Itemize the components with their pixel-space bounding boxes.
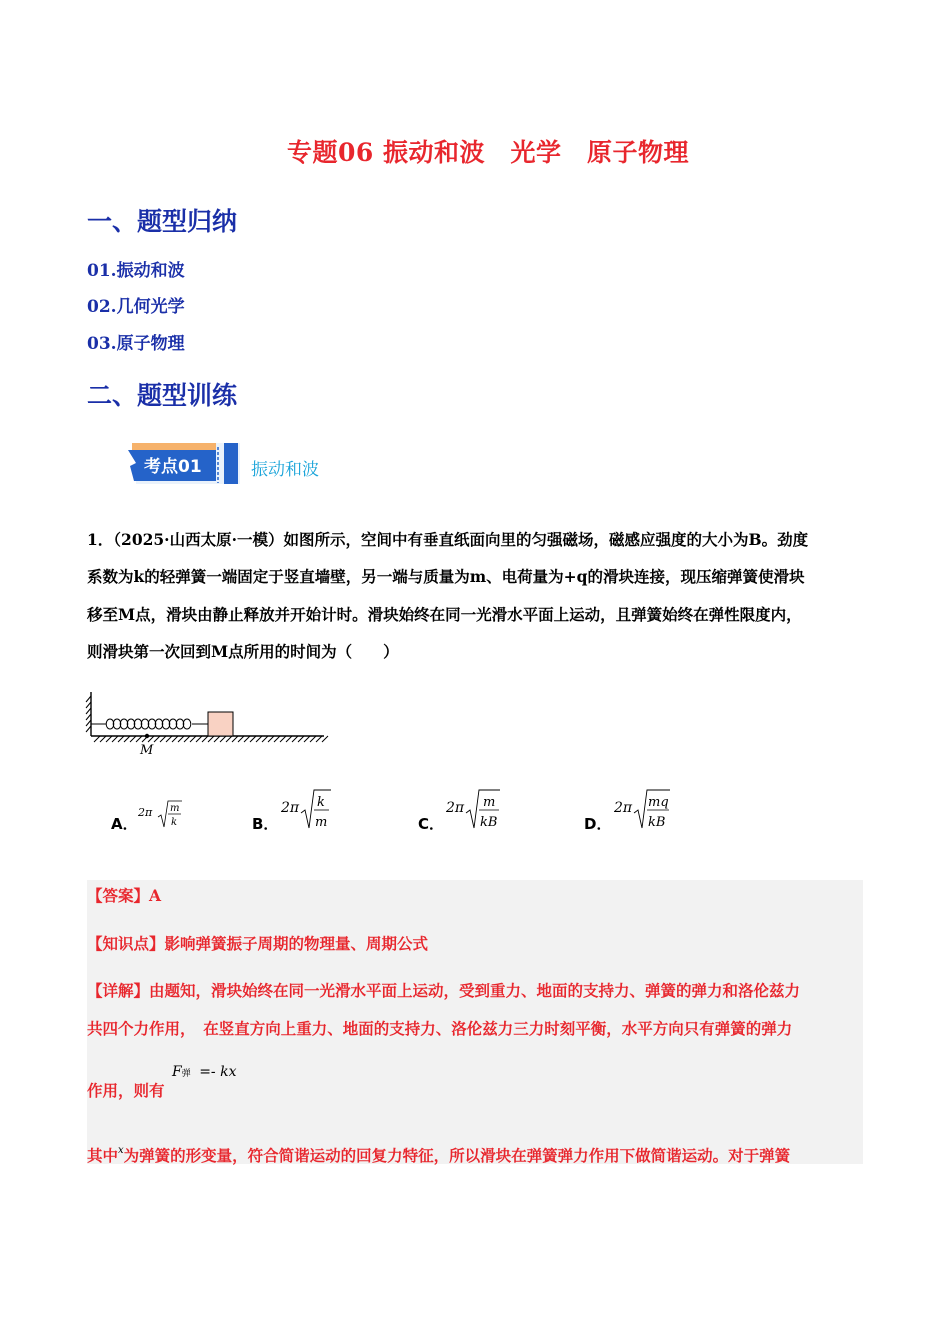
svg-text:m: m — [483, 795, 496, 810]
svg-text:m: m — [170, 803, 180, 814]
question-line-4: 则滑块第一次回到M点所用的时间为（ ） — [87, 642, 399, 661]
svg-text:kB: kB — [480, 815, 498, 830]
option-c-formula[interactable] — [444, 786, 504, 832]
svg-text:2π: 2π — [138, 806, 153, 819]
question-line-2: 系数为k的轻弹簧一端固定于竖直墙壁，另一端与质量为m、电荷量为+q的滑块连接，现压缩弹簧使滑块 — [87, 567, 805, 586]
question-line-3: 移至M点，滑块由静止释放并开始计时。滑块始终在同一光滑水平面上运动，且弹簧始终在弹性限度内， — [87, 605, 802, 624]
answer-line: 【答案】A — [87, 886, 162, 905]
svg-text:k: k — [317, 795, 325, 810]
svg-text:mq: mq — [648, 795, 669, 810]
option-b-formula[interactable] — [279, 786, 335, 832]
svg-text:2π: 2π — [281, 800, 300, 816]
knowledge-line: 【知识点】影响弹簧振子周期的物理量、周期公式 — [87, 934, 429, 953]
option-b-letter[interactable]: B． — [252, 815, 279, 833]
toc-item-1[interactable]: 01.振动和波 — [87, 261, 185, 281]
option-d-letter[interactable]: D． — [584, 815, 612, 833]
option-a-letter[interactable]: A． — [111, 815, 138, 833]
svg-text:kB: kB — [648, 815, 666, 830]
detail-line-2: 共四个力作用， 在竖直方向上重力、地面的支持力、洛伦兹力三力时刻平衡，水平方向只有弹簧的弹力 — [87, 1019, 793, 1038]
detail-line-4: 其中$^x$为弹簧的形变量，符合简谐运动的回复力特征，所以滑块在弹簧弹力作用下做简谐运动。对于弹簧 — [87, 1145, 791, 1165]
toc-item-2[interactable]: 02.几何光学 — [87, 297, 185, 317]
section-heading-1: 一、题型归纳 — [87, 207, 238, 236]
svg-text:2π: 2π — [446, 800, 465, 816]
svg-text:2π: 2π — [614, 800, 633, 816]
section-heading-2: 二、题型训练 — [87, 381, 238, 410]
kaodian-label: 振动和波 — [251, 460, 319, 480]
kaodian-badge — [124, 441, 240, 486]
detail-line-1: 【详解】由题知，滑块始终在同一光滑水平面上运动，受到重力、地面的支持力、弹簧的弹力和洛伦兹力 — [87, 981, 801, 1000]
point-m-label: M — [140, 743, 154, 758]
toc-item-3[interactable]: 03.原子物理 — [87, 334, 185, 354]
hooke-formula: F弹 =- kx — [172, 1064, 237, 1080]
detail-line-3: 作用，则有 — [87, 1081, 165, 1100]
option-d-formula[interactable] — [612, 786, 674, 832]
option-c-letter[interactable]: C． — [418, 815, 445, 833]
svg-text:m: m — [315, 815, 328, 830]
option-a-formula[interactable] — [136, 796, 186, 832]
spring-figure — [84, 688, 330, 760]
question-line-1: 1．（2025·山西太原·一模）如图所示，空间中有垂直纸面向里的匀强磁场，磁感应强度的大小为B。劲度 — [87, 530, 809, 549]
kaodian-badge-text: 考点01 — [144, 457, 202, 477]
svg-text:k: k — [171, 817, 178, 828]
page-title: 专题06 振动和波 光学 原子物理 — [287, 138, 689, 167]
